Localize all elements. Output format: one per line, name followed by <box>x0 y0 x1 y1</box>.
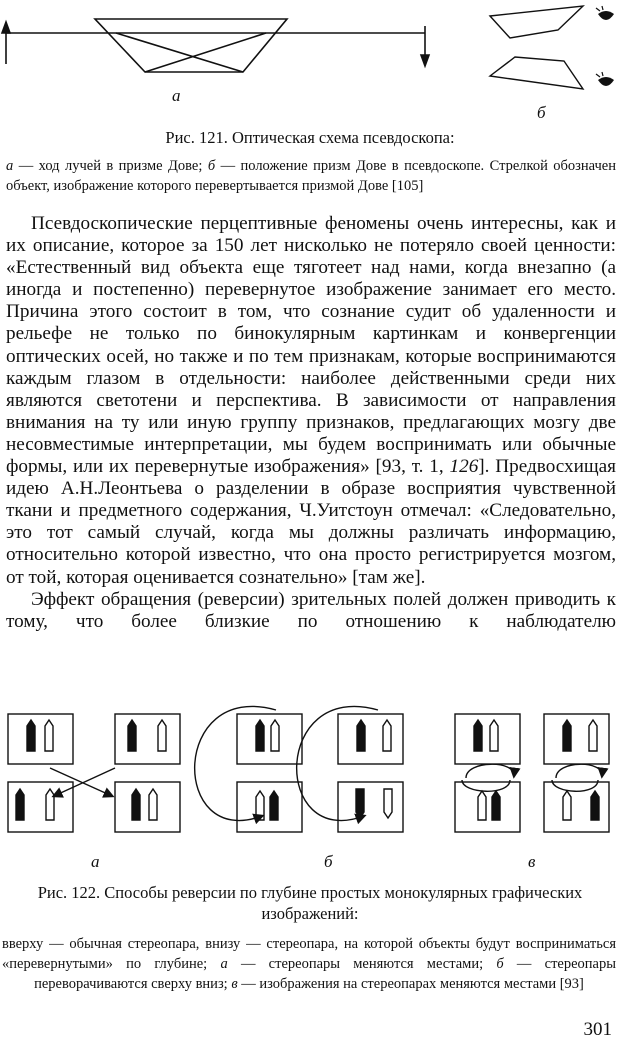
paragraph <box>6 213 616 589</box>
page-number: 301 <box>583 1019 612 1040</box>
figure-122-label-b: б <box>324 852 333 871</box>
figure-121-diagram-a <box>0 0 440 80</box>
caption-item-marker: а <box>220 956 228 972</box>
caption-text: вверху — обычная стереопара, внизу — стереопара, на которой объекты будут восприниматься «перевернутыми» по глубине; <box>2 936 616 972</box>
paragraph: Эффект обращения (реверсии) зрительных полей должен приводить к тому, что более близкие по отношению к наблюдателю <box>6 588 616 632</box>
caption-item-marker: в <box>231 976 238 992</box>
figure-121-caption <box>6 156 616 196</box>
caption-item-marker: б <box>496 956 504 972</box>
figure-121-diagram-b <box>480 0 620 110</box>
caption-item-text: — ход лучей в призме Дове; <box>13 158 208 174</box>
figure-122-label-a: а <box>91 852 100 871</box>
eye-icon <box>596 72 614 86</box>
figure-122-title: Рис. 122. Способы реверсии по глубине простых монокулярных графических изображений: <box>37 883 583 923</box>
figure-121-label-b: б <box>537 103 546 122</box>
figure-122-label-c: в <box>528 852 536 871</box>
caption-text: — стереопары меняются местами; <box>227 956 497 972</box>
paragraph-text: Псевдоскопические перцептивные феномены очень интересны, как и их описание, которое за 150 лет нисколько не потеряло своей ценности: «Естественный вид объекта еще тяготеет над нами, когда внезапно (а иногда и постепенно) перевернутое изображение занимает его место. Причина этого состоит в том, что сознание судит об удаленности и рельефе не только по бинокулярным картинкам и конвергенции оптических осей, но также и по тем признакам, которые воспринимаются каждым глазом в отдельности: наиболее действенными среди них являются светотени и перспектива. В зависимости от направления внимания на ту или иную группу признаков, предлагающих мозгу две несовместимые интерпретации, мы будем воспринимать или обычные формы, или их перевернутые изображения» [93, т. 1, <box>6 213 616 478</box>
caption-text: — изображения на стереопарах меняются местами [93] <box>237 976 584 992</box>
caption-item-marker: а <box>6 158 14 174</box>
figure-122-diagram <box>0 700 620 840</box>
figure-121-title: Рис. 121. Оптическая схема псевдоскопа: <box>165 128 455 147</box>
figure-121-label-a: а <box>172 86 181 105</box>
caption-item-marker: б <box>207 158 216 174</box>
figure-122-caption <box>2 934 616 994</box>
eye-icon <box>596 6 614 20</box>
caption-text: — стереопары переворачиваются сверху вниз; <box>34 956 616 992</box>
caption-item-text: — положение призм Дове в псевдоскопе. Стрелкой обозначен объект, изображение которого перевертывается призмой Дове [105] <box>6 158 616 194</box>
citation-page: 126 <box>449 456 479 478</box>
paragraph-text: ]. Предвосхищая идею А.Н.Леонтьева о разделении в образе восприятия чувственной ткани и предметного содержания, Ч.Уитстоун отмечал: «Следовательно, это тот самый случай, когда мы должны различать информацию, относительно которой известно, что она просто регистрируется мозгом, от той, которая оценивается сознательно» [там же]. <box>6 456 617 588</box>
body-text <box>6 213 616 633</box>
